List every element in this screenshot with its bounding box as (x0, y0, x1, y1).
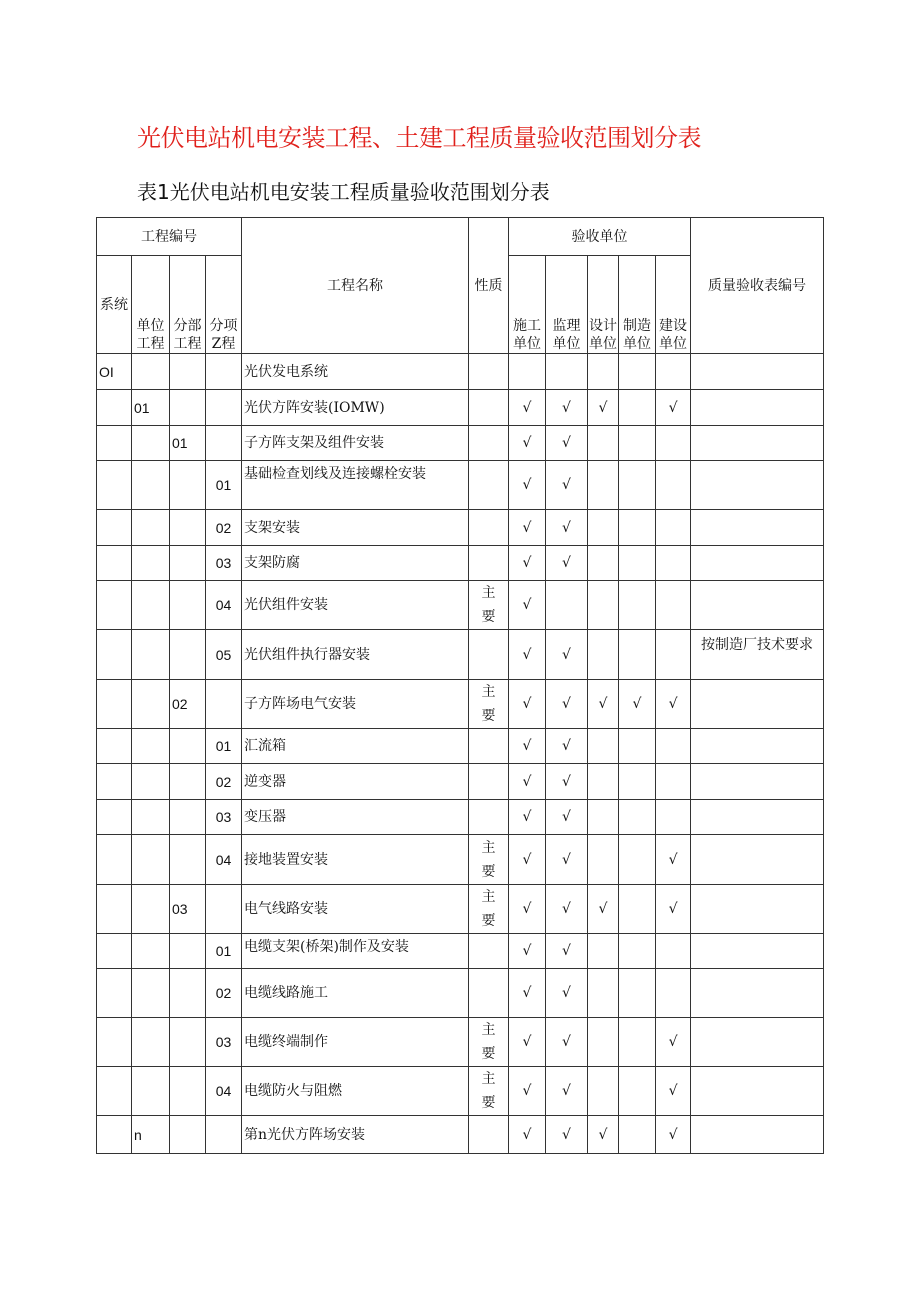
row-check-design (588, 426, 619, 461)
row-check-supervision: √ (546, 510, 588, 546)
row-sub-code (170, 969, 206, 1018)
row-quality-form-no: 按制造厂技术要求 (691, 630, 824, 680)
row-check-design: √ (588, 885, 619, 934)
row-check-construction: √ (509, 510, 546, 546)
row-nature: 主要 (469, 1067, 509, 1116)
row-system-code (97, 1067, 132, 1116)
row-system-code (97, 461, 132, 510)
row-quality-form-no (691, 934, 824, 969)
row-check-supervision: √ (546, 835, 588, 885)
row-check-construction: √ (509, 729, 546, 764)
row-sub-code: 01 (170, 426, 206, 461)
row-unit-code (132, 461, 170, 510)
row-nature: 主要 (469, 885, 509, 934)
row-nature (469, 1116, 509, 1154)
row-check-construction: √ (509, 934, 546, 969)
row-item-code: 05 (206, 630, 242, 680)
row-project-name: 子方阵支架及组件安装 (242, 426, 469, 461)
row-item-code: 03 (206, 1018, 242, 1067)
table-row (97, 729, 824, 764)
row-item-code (206, 885, 242, 934)
row-sub-code (170, 729, 206, 764)
row-project-name: 汇流箱 (242, 729, 469, 764)
row-check-construction (509, 354, 546, 390)
row-check-construction: √ (509, 680, 546, 729)
row-check-manufacturer (619, 461, 656, 510)
table-row (97, 1018, 824, 1067)
row-check-supervision: √ (546, 969, 588, 1018)
row-nature (469, 354, 509, 390)
row-check-construction: √ (509, 835, 546, 885)
header-sub-project: 分部工程 (170, 256, 206, 354)
row-system-code (97, 581, 132, 630)
row-quality-form-no (691, 581, 824, 630)
acceptance-division-table (96, 217, 824, 1154)
row-check-owner: √ (656, 835, 691, 885)
table-row (97, 800, 824, 835)
row-project-name: 光伏发电系统 (242, 354, 469, 390)
row-unit-code (132, 426, 170, 461)
row-system-code (97, 680, 132, 729)
row-check-owner (656, 969, 691, 1018)
row-check-manufacturer (619, 800, 656, 835)
row-check-construction: √ (509, 1067, 546, 1116)
row-check-design: √ (588, 390, 619, 426)
row-unit-code (132, 354, 170, 390)
row-item-code (206, 390, 242, 426)
row-nature (469, 546, 509, 581)
row-check-manufacturer (619, 729, 656, 764)
row-project-name: 电缆终端制作 (242, 1018, 469, 1067)
header-manufacturer-unit: 制造单位 (619, 256, 656, 354)
row-item-code (206, 426, 242, 461)
row-check-owner (656, 546, 691, 581)
row-check-supervision: √ (546, 885, 588, 934)
row-unit-code (132, 800, 170, 835)
row-sub-code (170, 934, 206, 969)
document-title: 光伏电站机电安装工程、土建工程质量验收范围划分表 (137, 124, 701, 152)
row-check-construction: √ (509, 969, 546, 1018)
table-row (97, 680, 824, 729)
row-sub-code (170, 461, 206, 510)
row-unit-code (132, 630, 170, 680)
table-row (97, 835, 824, 885)
row-item-code: 03 (206, 546, 242, 581)
row-quality-form-no (691, 1067, 824, 1116)
row-item-code: 02 (206, 969, 242, 1018)
row-quality-form-no (691, 1018, 824, 1067)
row-nature (469, 426, 509, 461)
row-item-code (206, 1116, 242, 1154)
row-system-code (97, 835, 132, 885)
row-check-supervision: √ (546, 729, 588, 764)
row-nature (469, 934, 509, 969)
row-quality-form-no (691, 390, 824, 426)
row-check-construction: √ (509, 1018, 546, 1067)
table-row (97, 934, 824, 969)
row-check-manufacturer (619, 835, 656, 885)
row-check-supervision (546, 354, 588, 390)
row-quality-form-no (691, 546, 824, 581)
row-quality-form-no (691, 1116, 824, 1154)
row-project-name: 逆变器 (242, 764, 469, 800)
header-system: 系统 (97, 256, 132, 354)
row-nature (469, 764, 509, 800)
header-unit-project: 单位工程 (132, 256, 170, 354)
row-check-owner (656, 426, 691, 461)
row-project-name: 光伏方阵安装(IOMW) (242, 390, 469, 426)
row-project-name: 电缆支架(桥架)制作及安装 (242, 934, 469, 969)
row-check-supervision: √ (546, 1116, 588, 1154)
row-check-owner (656, 934, 691, 969)
row-sub-code (170, 354, 206, 390)
row-unit-code (132, 969, 170, 1018)
row-sub-code (170, 581, 206, 630)
row-check-manufacturer (619, 630, 656, 680)
table-row (97, 546, 824, 581)
row-unit-code (132, 546, 170, 581)
header-nature-text: 性质 (474, 277, 503, 294)
row-item-code: 01 (206, 934, 242, 969)
row-check-owner: √ (656, 390, 691, 426)
row-unit-code (132, 1067, 170, 1116)
table-caption: 表1光伏电站机电安装工程质量验收范围划分表 (137, 180, 550, 204)
row-check-supervision (546, 581, 588, 630)
row-unit-code (132, 1018, 170, 1067)
row-item-code: 02 (206, 510, 242, 546)
row-system-code (97, 630, 132, 680)
row-sub-code (170, 510, 206, 546)
row-check-manufacturer: √ (619, 680, 656, 729)
row-check-manufacturer (619, 354, 656, 390)
row-item-code: 03 (206, 800, 242, 835)
row-quality-form-no (691, 885, 824, 934)
row-check-owner (656, 510, 691, 546)
row-check-construction: √ (509, 630, 546, 680)
header-design-unit: 设计单位 (588, 256, 619, 354)
header-owner-unit: 建设单位 (656, 256, 691, 354)
row-check-design (588, 581, 619, 630)
row-check-construction: √ (509, 581, 546, 630)
row-check-supervision: √ (546, 680, 588, 729)
row-project-name: 电缆防火与阻燃 (242, 1067, 469, 1116)
row-sub-code (170, 764, 206, 800)
row-item-code: 04 (206, 835, 242, 885)
row-check-supervision: √ (546, 1018, 588, 1067)
row-system-code: OI (97, 354, 132, 390)
row-system-code (97, 390, 132, 426)
table-row (97, 885, 824, 934)
row-check-manufacturer (619, 581, 656, 630)
row-check-supervision: √ (546, 934, 588, 969)
row-nature (469, 390, 509, 426)
row-nature (469, 510, 509, 546)
row-sub-code (170, 546, 206, 581)
row-sub-code (170, 390, 206, 426)
row-nature (469, 630, 509, 680)
row-unit-code (132, 764, 170, 800)
row-check-design (588, 934, 619, 969)
row-check-manufacturer (619, 546, 656, 581)
row-unit-code (132, 835, 170, 885)
row-check-manufacturer (619, 510, 656, 546)
row-project-name: 子方阵场电气安装 (242, 680, 469, 729)
row-system-code (97, 969, 132, 1018)
row-project-name: 电缆线路施工 (242, 969, 469, 1018)
row-system-code (97, 764, 132, 800)
row-check-supervision: √ (546, 630, 588, 680)
row-project-name: 电气线路安装 (242, 885, 469, 934)
row-check-supervision: √ (546, 800, 588, 835)
row-check-manufacturer (619, 1018, 656, 1067)
row-check-design (588, 510, 619, 546)
row-project-name: 光伏组件安装 (242, 581, 469, 630)
row-unit-code (132, 934, 170, 969)
row-quality-form-no (691, 510, 824, 546)
row-check-owner: √ (656, 1018, 691, 1067)
row-system-code (97, 1116, 132, 1154)
row-sub-code (170, 1018, 206, 1067)
row-check-manufacturer (619, 764, 656, 800)
row-nature (469, 969, 509, 1018)
row-check-design (588, 1067, 619, 1116)
row-check-construction: √ (509, 390, 546, 426)
row-check-owner (656, 729, 691, 764)
row-item-code: 01 (206, 729, 242, 764)
row-sub-code (170, 800, 206, 835)
header-project-code: 工程编号 (97, 218, 242, 256)
table-row (97, 426, 824, 461)
row-nature: 主要 (469, 581, 509, 630)
row-unit-code: 01 (132, 390, 170, 426)
table-row (97, 581, 824, 630)
row-check-owner (656, 800, 691, 835)
row-item-code: 01 (206, 461, 242, 510)
row-nature (469, 800, 509, 835)
row-system-code (97, 800, 132, 835)
row-item-code (206, 680, 242, 729)
row-check-owner: √ (656, 680, 691, 729)
row-check-supervision: √ (546, 461, 588, 510)
row-check-owner: √ (656, 1067, 691, 1116)
row-nature: 主要 (469, 680, 509, 729)
row-check-design (588, 461, 619, 510)
row-check-supervision: √ (546, 1067, 588, 1116)
table-row (97, 630, 824, 680)
row-check-construction: √ (509, 546, 546, 581)
row-sub-code (170, 835, 206, 885)
row-item-code: 04 (206, 581, 242, 630)
row-check-design (588, 1018, 619, 1067)
row-quality-form-no (691, 680, 824, 729)
row-nature (469, 461, 509, 510)
row-item-code: 02 (206, 764, 242, 800)
row-quality-form-no (691, 426, 824, 461)
row-unit-code (132, 885, 170, 934)
header-acceptance-unit: 验收单位 (509, 218, 691, 256)
row-quality-form-no (691, 969, 824, 1018)
row-system-code (97, 934, 132, 969)
row-check-manufacturer (619, 934, 656, 969)
row-quality-form-no (691, 835, 824, 885)
row-system-code (97, 1018, 132, 1067)
row-unit-code (132, 680, 170, 729)
row-check-manufacturer (619, 1067, 656, 1116)
row-check-construction: √ (509, 764, 546, 800)
row-project-name: 基础检查划线及连接螺栓安装 (242, 461, 469, 510)
row-check-owner (656, 461, 691, 510)
row-quality-form-no (691, 461, 824, 510)
row-check-manufacturer (619, 969, 656, 1018)
row-project-name: 第n光伏方阵场安装 (242, 1116, 469, 1154)
header-construction-unit: 施工单位 (509, 256, 546, 354)
row-check-construction: √ (509, 800, 546, 835)
row-check-construction: √ (509, 426, 546, 461)
row-check-owner (656, 354, 691, 390)
row-quality-form-no (691, 354, 824, 390)
header-quality-form-no: 质量验收表编号 (691, 218, 824, 354)
row-project-name: 接地装置安装 (242, 835, 469, 885)
header-item-project: 分项Z程 (206, 256, 242, 354)
row-system-code (97, 885, 132, 934)
table-row (97, 1116, 824, 1154)
row-system-code (97, 729, 132, 764)
row-check-manufacturer (619, 1116, 656, 1154)
row-check-construction: √ (509, 461, 546, 510)
row-check-owner: √ (656, 885, 691, 934)
row-unit-code: n (132, 1116, 170, 1154)
row-quality-form-no (691, 729, 824, 764)
row-check-design (588, 764, 619, 800)
row-item-code (206, 354, 242, 390)
row-project-name: 变压器 (242, 800, 469, 835)
row-sub-code: 03 (170, 885, 206, 934)
row-check-design: √ (588, 1116, 619, 1154)
row-check-design (588, 546, 619, 581)
row-unit-code (132, 729, 170, 764)
row-quality-form-no (691, 800, 824, 835)
row-check-manufacturer (619, 885, 656, 934)
table-row (97, 969, 824, 1018)
row-check-construction: √ (509, 1116, 546, 1154)
row-check-design (588, 835, 619, 885)
row-system-code (97, 510, 132, 546)
table-row (97, 1067, 824, 1116)
row-system-code (97, 426, 132, 461)
table-row (97, 510, 824, 546)
header-row-1 (97, 218, 824, 256)
row-check-manufacturer (619, 426, 656, 461)
row-check-owner (656, 581, 691, 630)
row-check-design (588, 969, 619, 1018)
row-check-owner (656, 764, 691, 800)
row-nature: 主要 (469, 1018, 509, 1067)
row-check-design (588, 800, 619, 835)
row-check-supervision: √ (546, 390, 588, 426)
row-project-name: 支架防腐 (242, 546, 469, 581)
row-sub-code: 02 (170, 680, 206, 729)
row-item-code: 04 (206, 1067, 242, 1116)
row-sub-code (170, 630, 206, 680)
header-nature (469, 218, 509, 354)
row-unit-code (132, 510, 170, 546)
row-sub-code (170, 1067, 206, 1116)
row-check-design: √ (588, 680, 619, 729)
row-check-supervision: √ (546, 546, 588, 581)
row-check-manufacturer (619, 390, 656, 426)
row-check-construction: √ (509, 885, 546, 934)
row-check-design (588, 729, 619, 764)
row-project-name: 光伏组件执行器安装 (242, 630, 469, 680)
row-nature: 主要 (469, 835, 509, 885)
table-row (97, 354, 824, 390)
row-sub-code (170, 1116, 206, 1154)
row-check-owner (656, 630, 691, 680)
row-check-design (588, 354, 619, 390)
row-project-name: 支架安装 (242, 510, 469, 546)
row-check-owner: √ (656, 1116, 691, 1154)
header-project-name: 工程名称 (242, 218, 469, 354)
row-check-supervision: √ (546, 764, 588, 800)
table-row (97, 390, 824, 426)
row-system-code (97, 546, 132, 581)
table-row (97, 764, 824, 800)
row-check-design (588, 630, 619, 680)
table-row (97, 461, 824, 510)
header-supervision-unit: 监理单位 (546, 256, 588, 354)
row-unit-code (132, 581, 170, 630)
row-quality-form-no (691, 764, 824, 800)
row-nature (469, 729, 509, 764)
row-check-supervision: √ (546, 426, 588, 461)
